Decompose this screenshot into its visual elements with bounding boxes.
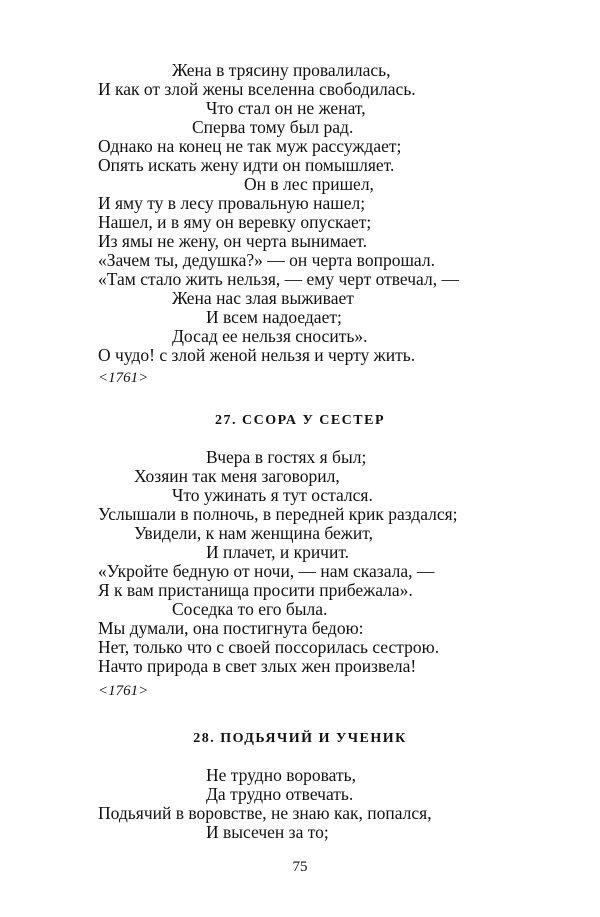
verse-line: Нашел, и в яму он веревку опускает; [98, 212, 372, 232]
verse-line: «Зачем ты, дедушка?» — он черта вопрошал. [98, 250, 435, 270]
verse-line: «Там стало жить нельзя, — ему черт отвечал, — [98, 269, 459, 289]
verse-line: «Укройте бедную от ночи, — нам сказала, — [98, 561, 435, 581]
verse-line: Вчера в гостях я был; [206, 447, 367, 467]
verse-line: Услышали в полночь, в передней крик раздался; [98, 504, 458, 524]
verse-line: И высечен за то; [206, 822, 329, 842]
verse-line: Подьячий в воровстве, не знаю как, попался, [98, 803, 432, 823]
verse-line: И плачет, и кричит. [206, 542, 350, 562]
verse-line: Начто природа в свет злых жен произвела! [98, 656, 417, 676]
page-number: 75 [292, 859, 308, 875]
verse-line: Из ямы не жену, он черта вынимает. [98, 231, 367, 251]
verse-line: Соседка то его была. [172, 599, 328, 619]
verse-line: Что ужинать я тут остался. [172, 485, 373, 505]
verse-line: Да трудно отвечать. [206, 784, 354, 804]
verse-line: Что стал он не женат, [206, 98, 366, 118]
verse-line: Не трудно воровать, [206, 765, 356, 785]
verse-line: Хозяин так меня заговорил, [134, 466, 340, 486]
verse-line: Я к вам пристанища просити прибежала». [98, 580, 413, 600]
verse-line: Он в лес пришел, [244, 174, 374, 194]
verse-line: Однако на конец не так муж рассуждает; [98, 136, 402, 156]
poem-date: <1761> [98, 683, 149, 699]
verse-line: Жена в трясину провалилась, [172, 60, 391, 80]
verse-line: Нет, только что с своей поссорилась сестрою. [98, 637, 440, 657]
verse-line: И яму ту в лесу провальную нашел; [98, 193, 366, 213]
verse-line: Увидели, к нам женщина бежит, [134, 523, 373, 543]
verse-line: И всем надоедает; [206, 307, 342, 327]
verse-line: Опять искать жену идти он помышляет. [98, 155, 395, 175]
verse-line: И как от злой жены вселенна свободилась. [98, 79, 416, 99]
poem-title: 27. ССОРА У СЕСТЕР [214, 413, 386, 428]
verse-line: Мы думали, она постигнута бедою: [98, 618, 364, 638]
verse-line: Досад ее нельзя сносить». [172, 326, 368, 346]
poem-title: 28. ПОДЬЯЧИЙ И УЧЕНИК [193, 731, 407, 746]
poem-date: <1761> [98, 370, 149, 386]
verse-line: О чудо! с злой женой нельзя и черту жить. [98, 345, 416, 365]
verse-line: Сперва тому был рад. [192, 117, 354, 137]
verse-line: Жена нас злая выживает [172, 288, 354, 308]
